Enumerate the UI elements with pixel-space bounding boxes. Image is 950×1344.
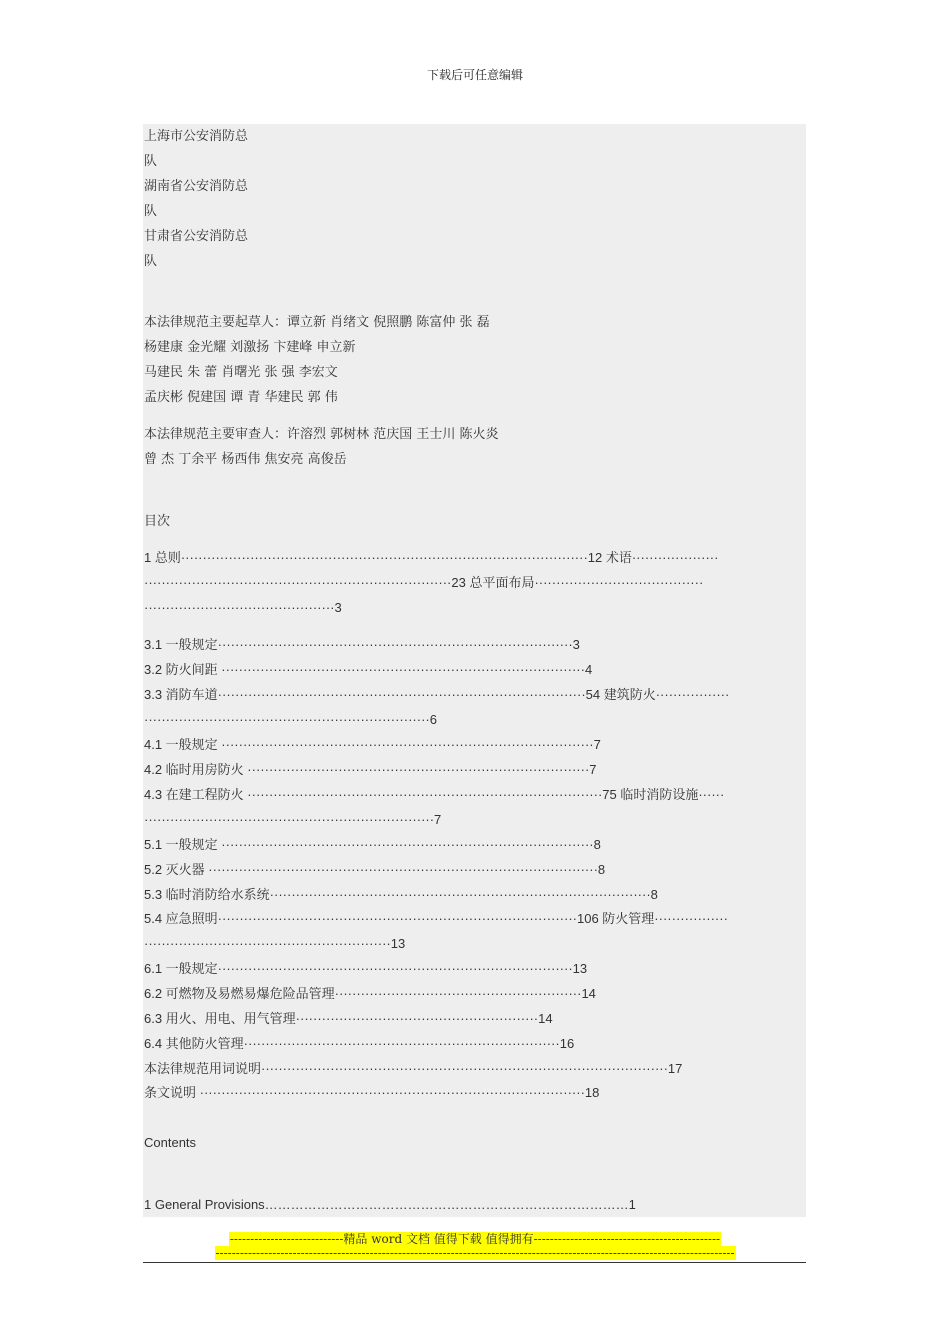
footer-banner xyxy=(0,1230,950,1247)
toc-title: 目次 xyxy=(144,514,171,529)
footer-banner-rule xyxy=(0,1246,950,1260)
contents-title: Contents xyxy=(144,1135,197,1150)
footer-divider xyxy=(143,1262,806,1263)
reviewers-line: 本法律规范主要审查人：许溶烈 郭树林 范庆国 王士川 陈火炎 xyxy=(144,427,499,442)
footer-banner-text: ----------------------------精品 word 文档 值得下载 值得拥有---------------------------------------------- xyxy=(229,1232,721,1246)
footer-banner-dashes: -------------------------------------------------------------------------------------------------------------------------------- xyxy=(215,1246,735,1260)
toc-entry: 5.1 一般规定 ······················································································8 xyxy=(144,837,601,852)
drafters-line: 孟庆彬 倪建国 谭 青 华建民 郭 伟 xyxy=(144,390,338,405)
toc-entry: 6.4 其他防火管理·········································································16 xyxy=(144,1036,575,1051)
contents-entry: 1 General Provisions…………………………………………………………………………1 xyxy=(144,1197,636,1212)
toc-entry: 3.2 防火间距 ····················································································4 xyxy=(144,662,593,677)
toc-entry: 本法律规范用词说明······························································································17 xyxy=(144,1061,683,1076)
drafters-line: 杨建康 金光耀 刘激扬 卞建峰 申立新 xyxy=(144,340,356,355)
toc-entry: ···································································7 xyxy=(144,812,442,827)
page-header: 下载后可任意编辑 xyxy=(426,68,523,82)
toc-entry: 3.1 一般规定··················································································3 xyxy=(144,637,580,652)
toc-entry: 4.3 在建工程防火 ··················································································75 临时消防设施······ xyxy=(144,787,725,802)
toc-entry: ·······································································23 总平面布局······································· xyxy=(144,575,704,590)
toc-entry: ············································3 xyxy=(144,600,342,615)
org-line: 甘肃省公安消防总 xyxy=(144,229,249,244)
toc-entry: 6.2 可燃物及易燃易爆危险品管理·························································14 xyxy=(144,986,596,1001)
toc-entry: 4.1 一般规定 ······················································································7 xyxy=(144,737,601,752)
toc-entry: 1 总则······························································································12 术语···················· xyxy=(144,550,719,565)
org-line: 队 xyxy=(144,254,158,269)
toc-entry: 5.3 临时消防给水系统························································································8 xyxy=(144,887,658,902)
toc-entry: 5.4 应急照明···················································································106 防火管理················· xyxy=(144,911,728,926)
toc-entry: ·························································13 xyxy=(144,936,406,951)
org-line: 队 xyxy=(144,154,158,169)
org-line: 湖南省公安消防总 xyxy=(144,179,249,194)
reviewers-line: 曾 杰 丁余平 杨西伟 焦安亮 高俊岳 xyxy=(144,452,347,467)
org-line: 上海市公安消防总 xyxy=(144,129,249,144)
toc-entry: 6.1 一般规定··················································································13 xyxy=(144,961,588,976)
toc-entry: 5.2 灭火器 ··························································································8 xyxy=(144,862,606,877)
toc-entry: 3.3 消防车道·····················································································54 建筑防火················· xyxy=(144,687,730,702)
drafters-line: 马建民 朱 蕾 肖曙光 张 强 李宏文 xyxy=(144,365,338,380)
toc-entry: 6.3 用火、用电、用气管理························································14 xyxy=(144,1011,553,1026)
toc-entry: 4.2 临时用房防火 ···············································································7 xyxy=(144,762,597,777)
toc-entry: ··································································6 xyxy=(144,712,437,727)
drafters-line: 本法律规范主要起草人：谭立新 肖绪文 倪照鹏 陈富仲 张 磊 xyxy=(144,315,490,330)
org-line: 队 xyxy=(144,204,158,219)
toc-entry: 条文说明 ·························································································18 xyxy=(144,1085,600,1100)
